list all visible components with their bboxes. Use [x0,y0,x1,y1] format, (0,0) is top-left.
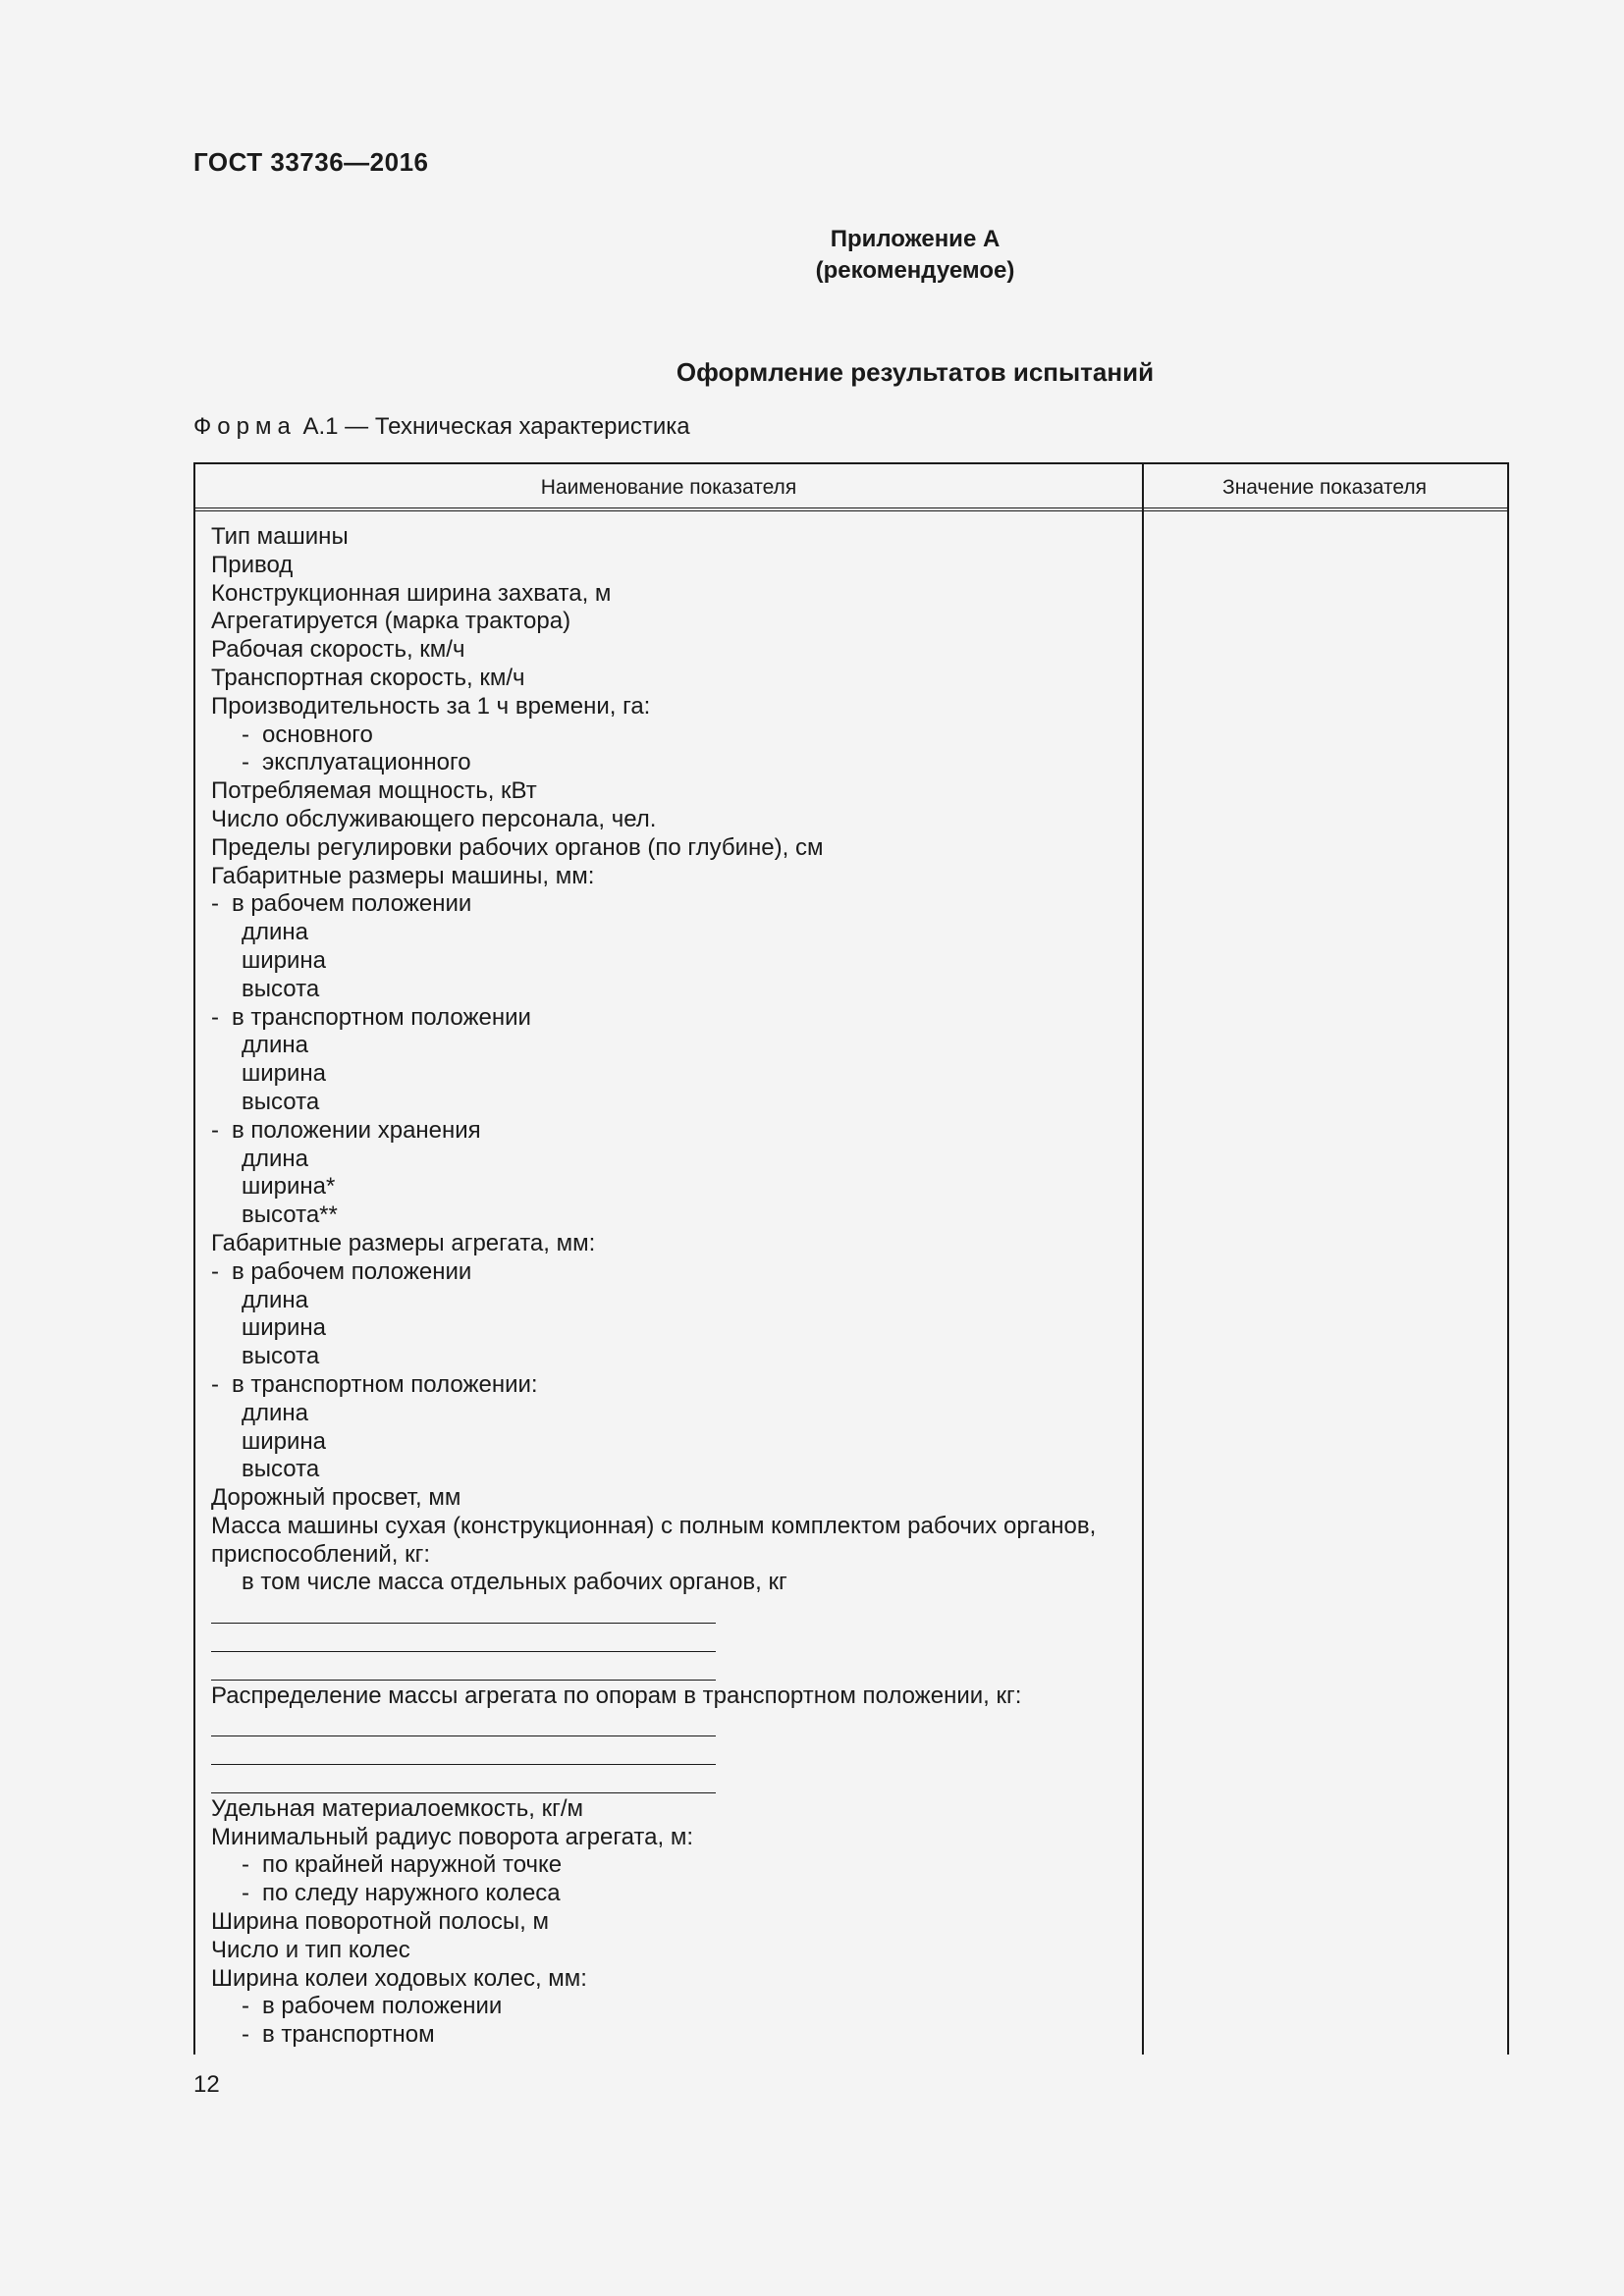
row-label: ширина* [242,1173,336,1201]
document-code: ГОСТ 33736—2016 [193,147,429,177]
row-label: Число и тип колес [211,1936,410,1963]
row-label: высота [242,1456,320,1483]
row-label: высота [242,1343,320,1370]
table-row [211,1287,1134,1315]
row-label: длина [242,1399,309,1426]
blank-fill-line [211,1738,716,1765]
table-row [211,1880,1134,1908]
row-label: высота [242,1088,320,1115]
row-label: в рабочем положении [262,1993,503,2020]
list-dash: - [242,1851,249,1879]
table-row [211,1824,1134,1852]
row-label: Ширина колеи ходовых колес, мм: [211,1964,587,1992]
row-label: в том числе масса отдельных рабочих органов, кг [242,1569,787,1596]
table-row [211,1173,1134,1201]
column-header-name: Наименование показателя [540,476,797,499]
list-dash: - [242,721,249,748]
table-row [211,1541,1134,1570]
appendix-status: (рекомендуемое) [815,257,1015,284]
list-dash: - [211,1003,219,1031]
blank-fill-line [211,1626,716,1652]
table-row [211,1004,1134,1033]
list-dash: - [211,890,219,918]
row-label: в рабочем положении [232,890,472,918]
table-row [211,1400,1134,1428]
table-row [211,608,1134,636]
table-row [211,777,1134,806]
row-label: Транспортная скорость, км/ч [211,664,525,691]
row-label: Пределы регулировки рабочих органов (по глубине), см [211,833,824,861]
row-label: в транспортном положении [232,1003,531,1031]
table-row [211,2021,1134,2050]
table-row [211,1626,1134,1654]
table-row [211,665,1134,693]
row-label: ширина [242,946,327,974]
row-label: эксплуатационного [262,749,471,776]
row-label: Ширина поворотной полосы, м [211,1908,549,1936]
row-label: Габаритные размеры агрегата, мм: [211,1229,596,1256]
blank-fill-line [211,1654,716,1681]
table-row [211,806,1134,834]
table-row [211,1654,1134,1682]
table-row [211,1795,1134,1824]
spec-table [193,462,1509,2055]
table-row [211,890,1134,919]
table-row [211,863,1134,891]
row-label: Потребляемая мощность, кВт [211,777,537,805]
row-label: основного [262,721,373,748]
row-label: ширина [242,1427,327,1455]
row-label: приспособлений, кг: [211,1540,431,1568]
row-label: в транспортном положении: [232,1370,538,1398]
row-label: длина [242,1286,309,1313]
row-label: высота [242,975,320,1002]
table-row [211,1908,1134,1937]
row-label: Конструкционная ширина захвата, м [211,579,612,607]
table-row [211,1965,1134,1994]
row-label: Число обслуживающего персонала, чел. [211,805,657,832]
table-row [211,947,1134,976]
row-label: Габаритные размеры машины, мм: [211,862,595,889]
table-row [211,919,1134,947]
table-row [211,1314,1134,1343]
row-label: Рабочая скорость, км/ч [211,636,465,664]
table-row [211,1597,1134,1626]
table-row [211,1569,1134,1597]
table-row [211,1343,1134,1371]
table-row [211,1117,1134,1146]
table-row [211,552,1134,580]
table-row [211,693,1134,721]
table-row [211,1201,1134,1230]
row-label: длина [242,1032,309,1059]
list-dash: - [242,2021,249,2049]
blank-fill-line [211,1767,716,1793]
list-dash: - [242,749,249,776]
list-dash: - [211,1370,219,1398]
blank-fill-line [211,1597,716,1624]
column-header-value: Значение показателя [1222,476,1427,499]
row-label: Минимальный радиус поворота агрегата, м: [211,1823,693,1850]
row-label: в положении хранения [232,1116,481,1144]
table-row [211,721,1134,750]
table-row [211,1767,1134,1795]
table-row [211,1428,1134,1457]
row-label: Удельная материалоемкость, кг/м [211,1794,584,1822]
table-row [211,1032,1134,1060]
row-label: в рабочем положении [232,1257,472,1285]
table-row [211,1484,1134,1513]
row-label: ширина [242,1314,327,1342]
list-dash: - [242,1993,249,2020]
row-label: Дорожный просвет, мм [211,1484,461,1512]
form-caption-text: А.1 — Техническая характеристика [302,413,690,440]
row-label: длина [242,1145,309,1172]
appendix-heading [0,224,1624,287]
table-row [211,1089,1134,1117]
appendix-title: Приложение А [830,226,1001,252]
row-label: Масса машины сухая (конструкционная) с полным комплектом рабочих органов, [211,1512,1097,1539]
table-row [211,749,1134,777]
table-row [211,1456,1134,1484]
table-row [211,976,1134,1004]
table-row [211,1738,1134,1767]
list-dash: - [211,1116,219,1144]
table-row [211,1513,1134,1541]
table-row [211,1060,1134,1089]
table-row [211,1258,1134,1287]
table-row [211,1230,1134,1258]
section-title: Оформление результатов испытаний [676,357,1155,387]
column-divider [1142,511,1144,2055]
list-dash: - [242,1880,249,1907]
row-label: Привод [211,551,294,578]
table-row [211,636,1134,665]
table-row [211,1851,1134,1880]
form-caption [193,413,690,441]
row-label: высота** [242,1201,338,1229]
page-number: 12 [193,2071,220,2098]
table-row [211,1937,1134,1965]
row-label: в транспортном [262,2021,435,2049]
form-label: Форма [193,413,297,440]
table-row [211,1371,1134,1400]
table-rows [211,523,1134,2050]
row-label: Тип машины [211,523,349,550]
list-dash: - [211,1257,219,1285]
row-label: Агрегатируется (марка трактора) [211,608,571,635]
row-label: длина [242,919,309,946]
table-row [211,1993,1134,2021]
table-row [211,1146,1134,1174]
row-label: Производительность за 1 ч времени, га: [211,692,651,720]
blank-fill-line [211,1710,716,1736]
column-divider-header [1142,464,1144,511]
table-header [195,464,1507,511]
table-row [211,1682,1134,1711]
table-row [211,834,1134,863]
row-label: по крайней наружной точке [262,1851,563,1879]
table-row [211,523,1134,552]
row-label: Распределение массы агрегата по опорам в транспортном положении, кг: [211,1682,1022,1709]
row-label: по следу наружного колеса [262,1880,561,1907]
table-row [211,580,1134,609]
row-label: ширина [242,1060,327,1088]
table-row [211,1710,1134,1738]
